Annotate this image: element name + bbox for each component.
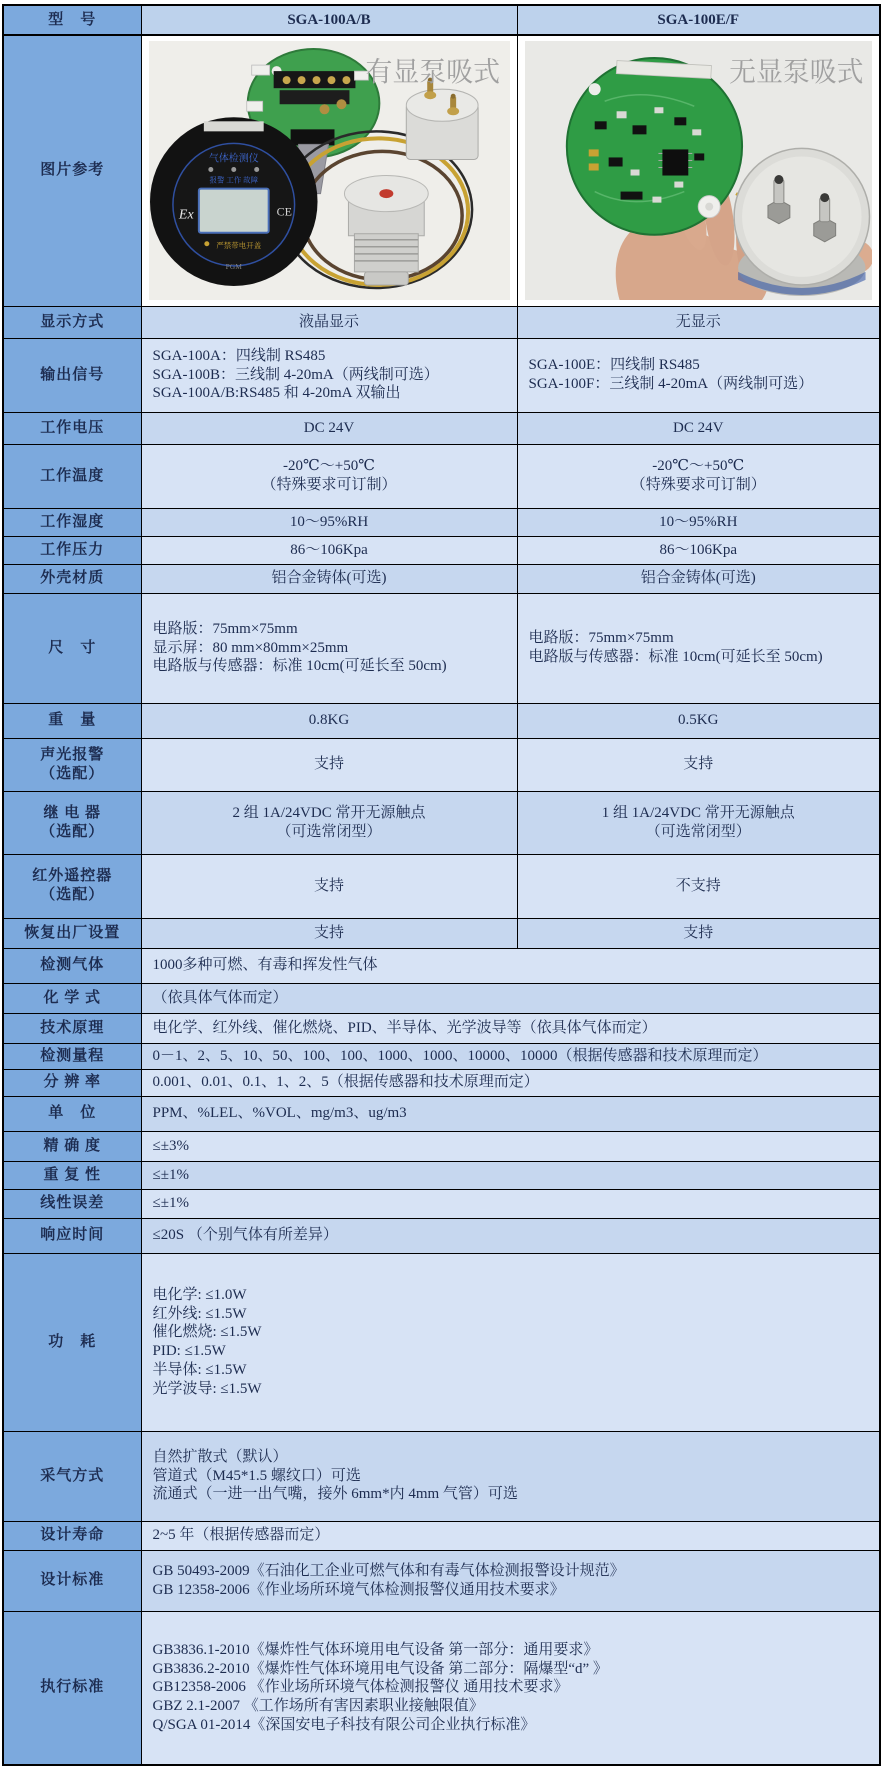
value-line: SGA-100A/B:RS485 和 4-20mA 双输出 xyxy=(152,385,401,402)
ribbed-sensor-illustration xyxy=(344,176,428,285)
value-line: GBZ 2.1-2007 《工作场所有害因素职业接触限值》 xyxy=(152,1698,484,1715)
value-line: GB12358-2006 《作业场所环境气体检测报警仪 通用技术要求》 xyxy=(152,1679,569,1696)
ex-mark: Ex xyxy=(178,207,194,223)
value-line: 支持 xyxy=(313,877,344,894)
row-label: 恢复出厂设置 xyxy=(24,924,121,941)
value-line: 支持 xyxy=(313,756,344,773)
watermark-text: 有显泵吸式 xyxy=(364,57,500,88)
value-line: 0.5KG xyxy=(678,712,719,729)
value-cell-a xyxy=(141,444,517,508)
row-label: 工作压力 xyxy=(40,541,105,558)
spec-row xyxy=(3,703,880,738)
value-line: 液晶显示 xyxy=(298,313,359,330)
value-cell-span xyxy=(141,1069,880,1096)
row-label-cell xyxy=(3,1096,141,1131)
spec-row xyxy=(3,1013,880,1043)
spec-row xyxy=(3,1253,880,1431)
value-line: 支持 xyxy=(683,756,714,773)
row-label: 检测气体 xyxy=(40,957,105,974)
value-line: DC 24V xyxy=(673,419,724,436)
row-label-cell xyxy=(3,1550,141,1611)
row-label-cell xyxy=(3,703,141,738)
value-cell-span xyxy=(141,1431,880,1521)
spec-row xyxy=(3,1550,880,1611)
value-cell-b xyxy=(517,444,880,508)
model-name-a: SGA-100A/B xyxy=(287,11,371,28)
value-cell-b xyxy=(517,412,880,444)
value-line: 不支持 xyxy=(675,877,721,894)
spec-row xyxy=(3,983,880,1013)
row-label: 单 位 xyxy=(48,1105,97,1122)
value-line: SGA-100E：四线制 RS485 xyxy=(528,357,700,374)
row-label: 显示方式 xyxy=(40,313,105,330)
spec-row xyxy=(3,593,880,703)
spec-row xyxy=(3,1043,880,1069)
row-label: 执行标准 xyxy=(40,1679,105,1696)
value-cell-b xyxy=(517,703,880,738)
row-label-cell xyxy=(3,1431,141,1521)
value-line: SGA-100F：三线制 4-20mA（两线制可选） xyxy=(528,376,814,392)
value-cell-span xyxy=(141,1096,880,1131)
model-name-b: SGA-100E/F xyxy=(657,11,740,28)
row-label-cell xyxy=(3,1161,141,1189)
value-cell-a xyxy=(141,854,517,918)
value-line: ≤±1% xyxy=(152,1166,189,1183)
row-label: 化 学 式 xyxy=(43,989,101,1006)
row-label-cell xyxy=(3,1069,141,1096)
value-line: 铝合金铸体(可选) xyxy=(640,570,756,587)
row-label-cell xyxy=(3,306,141,338)
value-cell-b xyxy=(517,854,880,918)
row-label-cell xyxy=(3,508,141,536)
spec-row xyxy=(3,738,880,791)
value-line: PPM、%LEL、%VOL、mg/m3、ug/m3 xyxy=(152,1105,407,1122)
spec-row xyxy=(3,338,880,412)
gauge-led-labels: 报警 工作 故障 xyxy=(208,175,258,185)
row-label-cell xyxy=(3,1218,141,1253)
gauge-warning-text: 严禁带电开盖 xyxy=(215,241,261,251)
row-label-cell xyxy=(3,536,141,564)
row-label-cell xyxy=(3,444,141,508)
value-cell-b xyxy=(517,536,880,564)
value-line: 电化学: ≤1.0W xyxy=(152,1286,247,1303)
value-line: 电化学、红外线、催化燃烧、PID、半导体、光学波导等（依具体气体而定） xyxy=(152,1019,657,1036)
row-label-cell xyxy=(3,1131,141,1161)
spec-row xyxy=(3,306,880,338)
row-label-cell xyxy=(3,791,141,854)
product-photo-a xyxy=(141,35,517,306)
header-col-b xyxy=(517,5,880,35)
value-cell-b xyxy=(517,593,880,703)
main-chip xyxy=(662,150,688,176)
value-line: 无显示 xyxy=(675,313,721,330)
value-line: -20℃～+50℃ xyxy=(282,458,375,475)
value-cell-span xyxy=(141,1043,880,1069)
row-label: 技术原理 xyxy=(40,1019,105,1036)
gauge-brand-text: 气体检测仪 xyxy=(208,153,259,165)
row-label: 重 复 性 xyxy=(43,1166,101,1183)
row-label: 外壳材质 xyxy=(40,570,105,587)
value-line: 电路版：75mm×75mm xyxy=(528,630,674,647)
value-cell-b xyxy=(517,791,880,854)
row-label-cell xyxy=(3,948,141,983)
spec-row xyxy=(3,536,880,564)
value-cell-b xyxy=(517,564,880,593)
value-line: GB3836.2-2010《爆炸性气体环境用电气设备 第二部分：隔爆型“d” 》 xyxy=(152,1660,608,1677)
row-label-cell xyxy=(3,1253,141,1431)
header-model-label: 型 号 xyxy=(48,11,97,28)
row-label: 输出信号 xyxy=(40,366,105,383)
value-cell-b xyxy=(517,306,880,338)
header-model-label-cell xyxy=(3,5,141,35)
spec-row xyxy=(3,1611,880,1765)
row-label-cell xyxy=(3,593,141,703)
value-line: （可选常闭型） xyxy=(276,823,382,840)
row-label: 红外遥控器 xyxy=(32,868,113,885)
value-line: 电路版与传感器：标准 10cm(可延长至 50cm) xyxy=(528,649,823,665)
row-label-cell xyxy=(3,738,141,791)
value-cell-a xyxy=(141,738,517,791)
value-cell-span xyxy=(141,948,880,983)
row-label-cell xyxy=(3,854,141,918)
value-line: 支持 xyxy=(313,924,344,941)
row-label: 响应时间 xyxy=(40,1227,105,1244)
value-line: 自然扩散式（默认） xyxy=(152,1448,288,1465)
value-cell-a xyxy=(141,918,517,948)
row-label-cell xyxy=(3,918,141,948)
value-cell-b xyxy=(517,738,880,791)
value-cell-a xyxy=(141,703,517,738)
value-cell-span xyxy=(141,1253,880,1431)
row-label-cell xyxy=(3,983,141,1013)
value-line: 光学波导: ≤1.5W xyxy=(152,1380,262,1397)
value-line: （依具体气体而定） xyxy=(152,989,288,1006)
spec-row xyxy=(3,918,880,948)
row-label: （选配） xyxy=(40,823,105,840)
spec-row xyxy=(3,854,880,918)
spec-row xyxy=(3,1189,880,1218)
spec-row xyxy=(3,564,880,593)
row-label-cell xyxy=(3,564,141,593)
row-label-cell xyxy=(3,1189,141,1218)
value-line: 红外线: ≤1.5W xyxy=(152,1305,247,1322)
value-cell-span xyxy=(141,1611,880,1765)
row-label: 尺 寸 xyxy=(48,639,97,656)
spec-table xyxy=(2,4,881,1766)
value-cell-a xyxy=(141,593,517,703)
row-label: （选配） xyxy=(40,765,105,782)
value-line: 2~5 年（根据传感器而定） xyxy=(152,1527,330,1544)
value-line: 显示屏：80 mm×80mm×25mm xyxy=(152,639,349,656)
value-line: 流通式（一进一出气嘴，接外 6mm*内 4mm 气管）可选 xyxy=(152,1486,518,1503)
spec-row xyxy=(3,444,880,508)
row-label-cell xyxy=(3,1013,141,1043)
value-line: ≤20S （个别气体有所差异） xyxy=(152,1227,338,1244)
row-label: 工作温度 xyxy=(40,467,105,484)
value-cell-a xyxy=(141,412,517,444)
row-label-cell xyxy=(3,1521,141,1550)
value-line: PID: ≤1.5W xyxy=(152,1343,226,1359)
value-cell-b xyxy=(517,508,880,536)
spec-row xyxy=(3,1431,880,1521)
row-label: 采气方式 xyxy=(40,1467,105,1484)
value-line: GB3836.1-2010《爆炸性气体环境用电气设备 第一部分：通用要求》 xyxy=(152,1641,599,1658)
row-label: 分 辨 率 xyxy=(43,1074,101,1091)
value-line: 催化燃烧: ≤1.5W xyxy=(152,1324,262,1341)
value-line: 管道式（M45*1.5 螺纹口）可选 xyxy=(152,1467,361,1484)
red-indicator xyxy=(379,189,393,198)
spec-row xyxy=(3,948,880,983)
value-cell-a xyxy=(141,536,517,564)
value-line: ≤±3% xyxy=(152,1137,189,1154)
value-line: 10～95%RH xyxy=(289,513,369,530)
spec-row xyxy=(3,1161,880,1189)
value-line: （特殊要求可订制） xyxy=(630,477,766,493)
pcb-illustration xyxy=(566,58,741,235)
row-label-cell xyxy=(3,412,141,444)
row-label: 设计标准 xyxy=(40,1572,105,1589)
sensor-illustration xyxy=(734,149,869,297)
value-line: 0.8KG xyxy=(308,712,350,729)
value-cell-a xyxy=(141,306,517,338)
value-cell-span xyxy=(141,1550,880,1611)
photo-row xyxy=(3,35,880,306)
value-line: -20℃～+50℃ xyxy=(652,458,745,475)
row-label: 精 确 度 xyxy=(43,1137,101,1154)
value-line: 0－1、2、5、10、50、100、100、1000、1000、10000、10000（根据传感器和技术原理而定） xyxy=(152,1047,768,1064)
header-col-a xyxy=(141,5,517,35)
value-cell-span xyxy=(141,1218,880,1253)
row-label: 工作湿度 xyxy=(40,513,105,530)
value-cell-span xyxy=(141,983,880,1013)
value-cell-a xyxy=(141,564,517,593)
spec-row xyxy=(3,412,880,444)
spec-row xyxy=(3,1218,880,1253)
value-line: ≤±1% xyxy=(152,1195,189,1212)
spec-row xyxy=(3,1131,880,1161)
value-line: Q/SGA 01-2014《深国安电子科技有限公司企业执行标准》 xyxy=(152,1716,536,1733)
value-cell-a xyxy=(141,791,517,854)
value-line: 1 组 1A/24VDC 常开无源触点 xyxy=(601,804,795,821)
header-row xyxy=(3,5,880,35)
spec-row xyxy=(3,1069,880,1096)
value-cell-span xyxy=(141,1189,880,1218)
watermark-text: 无显泵吸式 xyxy=(728,57,864,88)
value-line: 支持 xyxy=(683,924,714,941)
value-cell-a xyxy=(141,338,517,412)
row-label: 工作电压 xyxy=(40,419,105,436)
value-line: 半导体: ≤1.5W xyxy=(152,1361,247,1378)
product-photo-b-illustration xyxy=(525,41,873,300)
value-cell-span xyxy=(141,1161,880,1189)
value-line: 铝合金铸体(可选) xyxy=(271,570,387,587)
value-line: SGA-100B：三线制 4-20mA（两线制可选） xyxy=(152,366,439,383)
value-line: SGA-100A：四线制 RS485 xyxy=(152,347,326,364)
spec-row xyxy=(3,1521,880,1550)
ce-mark: CE xyxy=(276,204,292,219)
row-label-cell xyxy=(3,1611,141,1765)
gauge-illustration xyxy=(149,118,317,287)
row-label: 设计寿命 xyxy=(40,1527,105,1544)
photo-row-label-cell xyxy=(3,35,141,306)
row-label: 重 量 xyxy=(48,712,97,729)
photo-row-label: 图片参考 xyxy=(40,162,105,179)
product-photo-b xyxy=(517,35,880,306)
value-cell-span xyxy=(141,1521,880,1550)
row-label: 检测量程 xyxy=(40,1047,105,1064)
value-line: 2 组 1A/24VDC 常开无源触点 xyxy=(232,804,426,821)
value-cell-b xyxy=(517,918,880,948)
value-line: 电路版：75mm×75mm xyxy=(152,620,298,637)
row-label: （选配） xyxy=(40,887,105,903)
row-label: 继 电 器 xyxy=(43,804,101,821)
value-cell-span xyxy=(141,1013,880,1043)
value-line: 0.001、0.01、0.1、1、2、5（根据传感器和技术原理而定） xyxy=(152,1074,539,1091)
spec-row xyxy=(3,508,880,536)
spec-row xyxy=(3,1096,880,1131)
value-line: 86～106Kpa xyxy=(290,541,368,558)
value-line: 86～106Kpa xyxy=(659,541,737,558)
row-label: 线性误差 xyxy=(40,1195,105,1212)
value-line: GB 12358-2006《作业场所环境气体检测报警仪通用技术要求》 xyxy=(152,1581,565,1598)
value-line: 10～95%RH xyxy=(659,513,738,530)
gauge-pgm-text: PGM xyxy=(225,262,242,272)
row-label: 功 耗 xyxy=(48,1333,97,1350)
value-cell-span xyxy=(141,1131,880,1161)
value-cell-b xyxy=(517,338,880,412)
value-line: （特殊要求可订制） xyxy=(261,477,397,493)
value-cell-a xyxy=(141,508,517,536)
value-line: （可选常闭型） xyxy=(645,823,751,840)
value-line: GB 50493-2009《石油化工企业可燃气体和有毒气体检测报警设计规范》 xyxy=(152,1562,625,1579)
value-line: DC 24V xyxy=(303,419,355,436)
value-line: 1000多种可燃、有毒和挥发性气体 xyxy=(152,957,378,974)
spec-row xyxy=(3,791,880,854)
row-label-cell xyxy=(3,1043,141,1069)
lcd-screen xyxy=(198,189,268,233)
row-label-cell xyxy=(3,338,141,412)
row-label: 声光报警 xyxy=(40,746,105,763)
product-photo-a-illustration xyxy=(149,41,510,300)
value-line: 电路版与传感器：标准 10cm(可延长至 50cm) xyxy=(152,658,447,675)
